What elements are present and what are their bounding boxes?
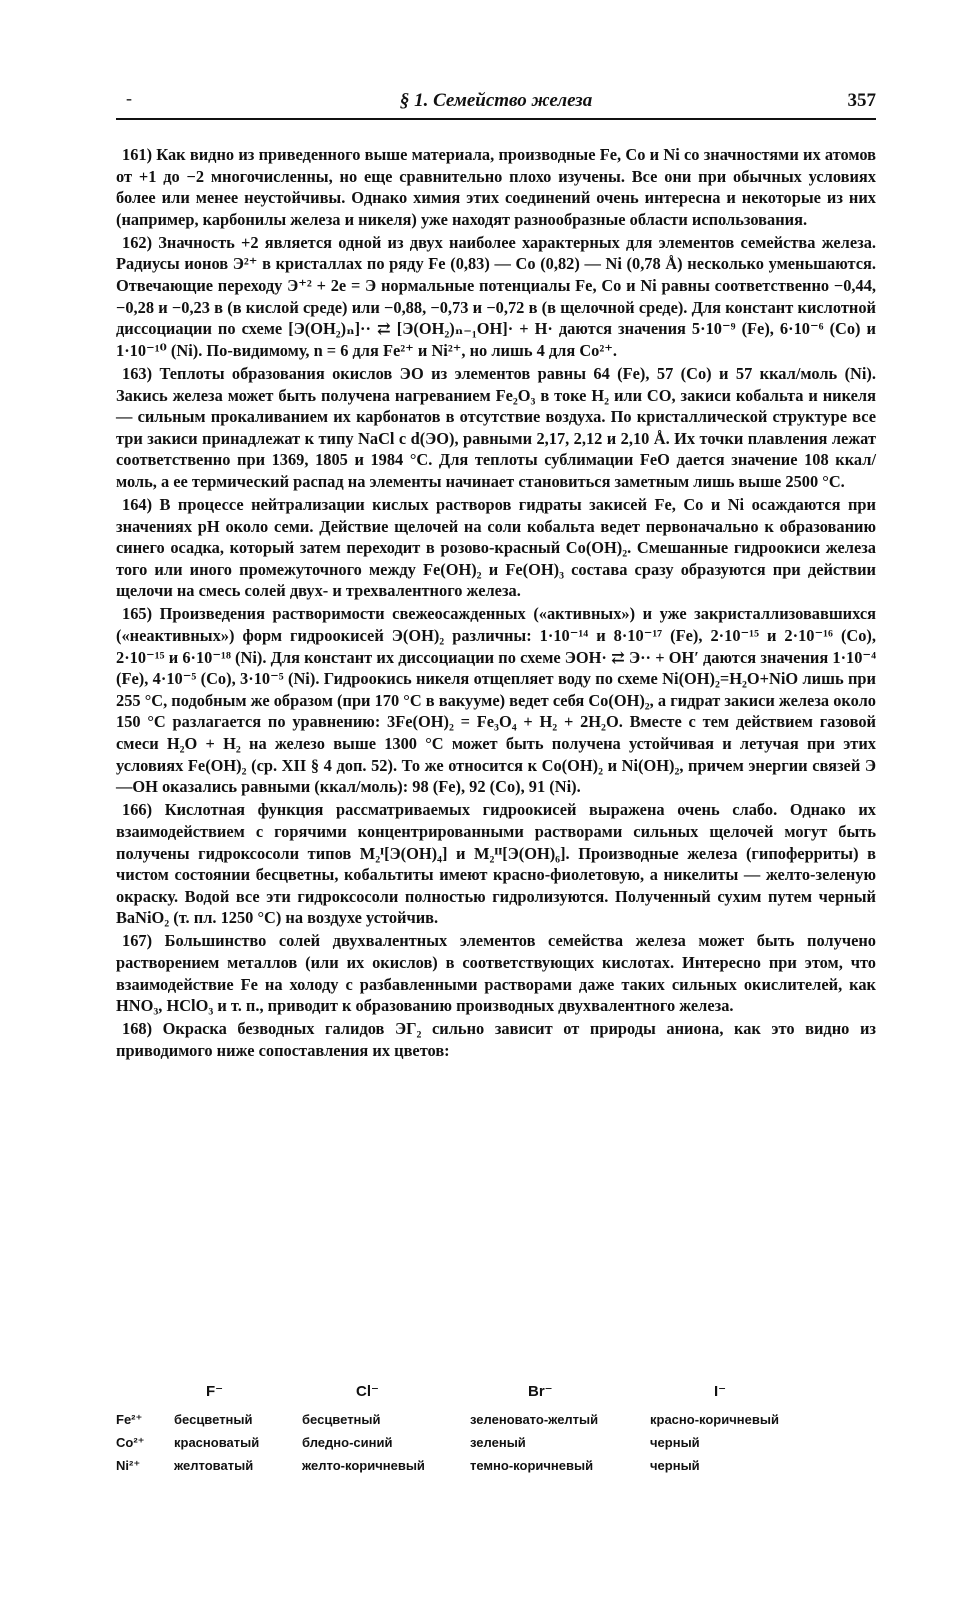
table-cell: желтоватый (174, 1458, 254, 1473)
table-row (116, 1458, 876, 1481)
note-166 (116, 799, 876, 929)
note-number: 166) (122, 800, 153, 820)
row-ion-label: Co²⁺ (116, 1435, 145, 1450)
table-cell: красно-коричневый (650, 1412, 779, 1427)
note-text: Как видно из приведенного выше материала, производные Fe, Co и Ni со значностями их атомов от +1 до −2 многочисленны, но еще сравнительно плохо изучены. Все они при обычных условиях более или менее неустойчивы. Однако химия этих соединений очень интересна и некоторые из них (например, карбонилы железа и никеля) уже находят разнообразные области использования. (116, 145, 876, 229)
note-161 (116, 144, 876, 230)
note-165 (116, 603, 876, 797)
table-cell: бесцветный (174, 1412, 253, 1427)
page-body (116, 144, 876, 1063)
note-number: 163) (122, 363, 153, 383)
page-number: 357 (847, 90, 876, 111)
note-number: 165) (122, 604, 153, 624)
column-header: Br⁻ (528, 1383, 553, 1400)
note-number: 162) (122, 232, 153, 252)
table-cell: бледно-синий (302, 1435, 393, 1450)
column-header: I⁻ (714, 1383, 727, 1400)
note-167 (116, 930, 876, 1016)
note-text: Большинство солей двухвалентных элементов семейства железа может быть получено растворением металлов (или их окислов) в соответствующих кислотах. Интересно при этом, что взаимодействие Fe на холоду с разбавленными растворами даже таких сильных окислителей, как HNO₃, HClO₃ и т. п., приводит к образованию производных двухвалентного железа. (116, 931, 876, 1016)
table-cell: бесцветный (302, 1412, 381, 1427)
table-cell: черный (650, 1458, 700, 1473)
table-row (116, 1412, 876, 1435)
note-168 (116, 1018, 876, 1061)
table-header-row (116, 1378, 876, 1412)
column-header: Cl⁻ (356, 1383, 379, 1400)
halide-color-table (116, 1378, 876, 1481)
header-rule (116, 118, 876, 120)
note-number: 164) (122, 495, 153, 514)
note-164 (116, 494, 876, 602)
note-text: Теплоты образования окислов ЭО из элементов равны 64 (Fe), 57 (Co) и 57 ккал/моль (Ni). Закись железа может быть получена нагреванием Fe₂O₃ в токе H₂ или CO, закиси кобальта и никеля — сильным прокаливанием их карбонатов в отсутствие воздуха. По кристаллической структуре все три закиси принадлежат к типу NaCl с d(ЭO), равными 2,17, 2,12 и 2,10 Å. Их точки плавления лежат соответственно при 1369, 1805 и 1984 °C. Для теплоты сублимации FeO дается значение 108 ккал/моль, а ее термический распад на элементы начинает становиться заметным лишь выше 2500 °C. (116, 363, 876, 491)
row-ion-label: Fe²⁺ (116, 1412, 143, 1427)
note-number: 168) (122, 1019, 153, 1039)
header-mark: - (126, 88, 132, 108)
note-text: Значность +2 является одной из двух наиболее характерных для элементов семейства железа. Радиусы ионов Э²⁺ в кристаллах по ряду Fe (0,83) — Co (0,82) — Ni (0,78 Å) несколько уменьшаются. Отвечающие переходу Э⁺² + 2e = Э нормальные потенциалы Fe, Co и Ni равны соответственно −0,44, −0,28 и −0,23 в (в кислой среде) или −0,88, −0,73 и −0,72 в (в щелочной среде). Для констант кислотной диссоциации по схеме [Э(OH₂)ₙ]·· ⇄ [Э(OH₂)ₙ₋₁OH]· + H· даются значения 5·10⁻⁹ (Fe), 6·10⁻⁶ (Co) и 1·10⁻¹⁰ (Ni). По-видимому, n = 6 для Fe²⁺ и Ni²⁺, но лишь 4 для Co²⁺. (116, 232, 876, 360)
note-162 (116, 232, 876, 362)
row-ion-label: Ni²⁺ (116, 1458, 141, 1473)
table-row (116, 1435, 876, 1458)
note-text: Кислотная функция рассматриваемых гидроокисей выражена очень слабо. Однако их взаимодействием с горячими концентрированными растворами сильных щелочей могут быть получены гидроксосоли типов M₂ᴵ[Э(OH)₄] и M₂ᴵᴵ[Э(OH)₆]. Производные железа (гипоферриты) в чистом состоянии бесцветны, кобальтиты имеют красно-фиолетовую, а никелиты — желто-зеленую окраску. Водой все эти гидроксосоли полностью гидролизуются. Полученный сухим путем черный BaNiO₂ (т. пл. 1250 °C) на воздухе устойчив. (116, 800, 876, 928)
note-text: Окраска безводных галидов ЭГ₂ сильно зависит от природы аниона, как это видно из приводимого ниже сопоставления их цветов: (116, 1019, 876, 1060)
table-cell: зеленовато-желтый (470, 1412, 599, 1427)
note-number: 161) (122, 145, 153, 164)
chapter-section-title: § 1. Семейство железа (399, 90, 593, 111)
note-163 (116, 363, 876, 493)
note-number: 167) (122, 931, 153, 951)
table-cell: красноватый (174, 1435, 260, 1450)
table-cell: зеленый (470, 1435, 526, 1450)
table-cell: черный (650, 1435, 700, 1450)
note-text: Произведения растворимости свежеосажденных («активных») и уже закристаллизовавшихся («неактивных») форм гидроокисей Э(OH)₂ различны: 1·10⁻¹⁴ и 8·10⁻¹⁷ (Fe), 2·10⁻¹⁵ и 2·10⁻¹⁶ (Co), 2·10⁻¹⁵ и 6·10⁻¹⁸ (Ni). Для констант их диссоциации по схеме ЭOH· ⇄ Э·· + OH′ даются значения 1·10⁻⁴ (Fe), 4·10⁻⁵ (Co), 3·10⁻⁵ (Ni). Гидроокись никеля отщепляет воду по схеме Ni(OH)₂=H₂O+NiO лишь при 255 °C, подобным же образом (при 170 °C в вакууме) ведет себя Co(OH)₂, а гидрат закиси железа около 150 °C разлагается по уравнению: 3Fe(OH)₂ = Fe₃O₄ + H₂ + 2H₂O. Вместе с тем действием газовой смеси H₂O + H₂ на железо выше 1300 °C может быть получена устойчивая и летучая при этих условиях Fe(OH)₂ (ср. XII § 4 доп. 52). То же относится к Co(OH)₂ и Ni(OH)₂, причем энергии связей Э—OH оказались равными (ккал/моль): 98 (Fe), 92 (Co), 91 (Ni). (116, 604, 876, 797)
table-cell: желто-коричневый (302, 1458, 425, 1473)
note-text: В процессе нейтрализации кислых растворов гидраты закисей Fe, Co и Ni осаждаются при значениях pH около семи. Действие щелочей на соли кобальта ведет первоначально к образованию синего осадка, который затем переходит в розово-красный Co(OH)₂. Смешанные гидроокиси железа того или иного промежуточного между Fe(OH)₂ и Fe(OH)₃ состава сразу образуются при действии щелочи на смесь солей двух- и трехвалентного железа. (116, 495, 876, 601)
column-header: F⁻ (206, 1383, 224, 1400)
running-header (116, 86, 876, 120)
table-cell: темно-коричневый (470, 1458, 594, 1473)
